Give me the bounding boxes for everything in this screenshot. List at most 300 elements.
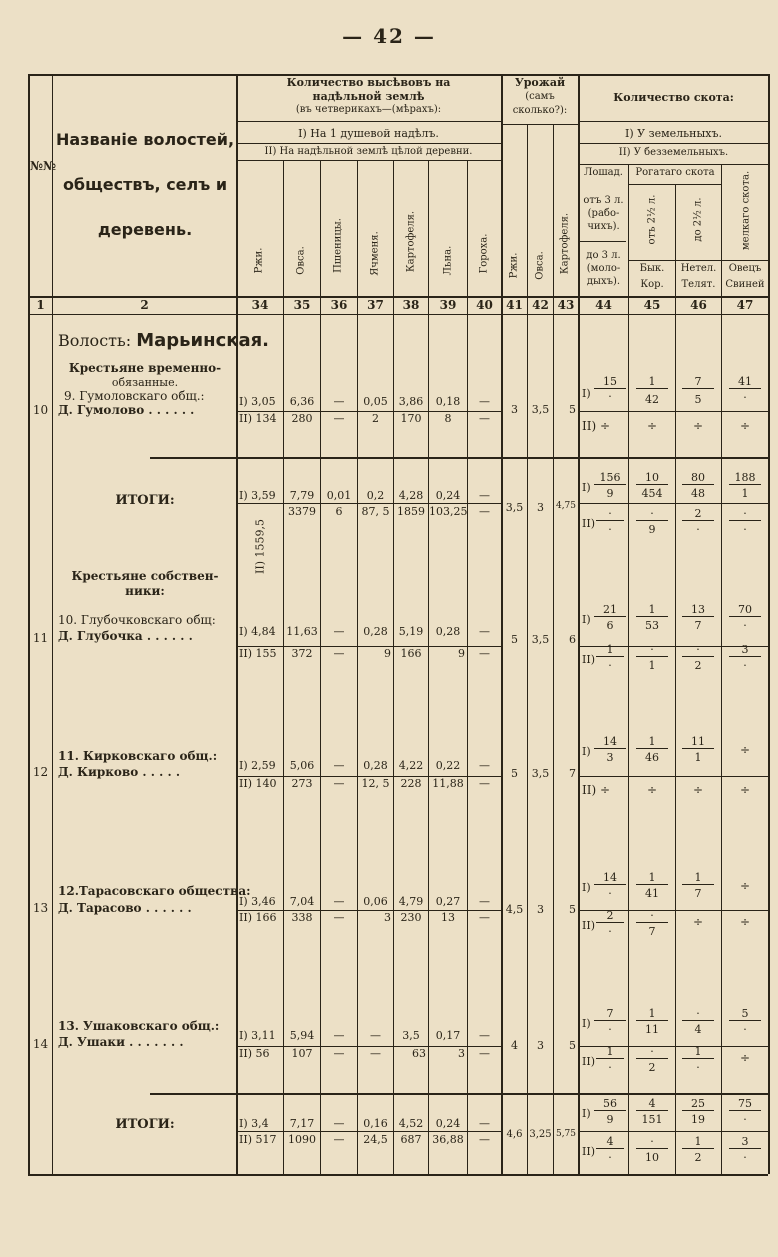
rule-sown-sub1: [236, 143, 501, 144]
cell-peas-total: —: [479, 505, 490, 518]
cell-peas-total: —: [479, 412, 490, 425]
cattle-heifers: 13: [682, 604, 714, 617]
vline-c41: [527, 124, 528, 1174]
sown-col-potato: Картофеля.: [405, 210, 417, 273]
yield-oats: 3: [537, 1039, 544, 1052]
cattle-ii-horses-a: 1: [596, 644, 624, 657]
cattle-bulls: 1: [636, 604, 668, 617]
cell-potato-total: 687: [400, 1133, 422, 1146]
yield-title-2: (самъ: [525, 91, 555, 102]
cell-flax-total: 9: [458, 647, 465, 660]
cell-flax: 0,17: [435, 1029, 461, 1042]
cattle-ii-horses-b: ·: [608, 659, 612, 672]
cell-flax-total: 3: [458, 1047, 465, 1060]
cell-peas: —: [479, 1117, 490, 1130]
cattle-ii-bulls: ·: [636, 508, 668, 521]
cell-rye-total: II) 155: [239, 647, 277, 660]
cattle-calves: 7: [694, 887, 702, 900]
cattle-horses-a: 15: [594, 376, 626, 389]
vline-c34: [283, 160, 284, 1174]
cattle-ii-3: ÷: [692, 419, 704, 433]
cell-rye: I) 3,05: [239, 395, 276, 408]
colnum-2: 2: [140, 298, 149, 312]
cattle-bulls: 4: [636, 1098, 668, 1111]
cattle-ii-pigs: ·: [743, 659, 747, 672]
cell-potato-total: 228: [400, 777, 422, 790]
row-name-1: 9. Гумоловскаго общ.:: [64, 389, 205, 403]
colnum-34: 34: [251, 298, 269, 312]
totals2-top-rule: [150, 1093, 768, 1095]
cattle-pigs: ·: [743, 619, 747, 632]
rule-sown-sub2: [236, 160, 501, 161]
row-number: 13: [32, 901, 49, 915]
cattle-horses-a: 21: [594, 604, 626, 617]
volost-label: [58, 332, 269, 351]
totals-label-1: ИТОГИ:: [115, 493, 175, 508]
horses-b-1: до 3 л.: [586, 250, 621, 261]
yield-rye: 4: [511, 1039, 518, 1052]
row10-mid-rule: [237, 411, 501, 412]
totals2-mid-rule: [237, 1131, 501, 1132]
cattle-sheep: ÷: [739, 743, 751, 757]
cattle-ii-2: ÷: [646, 783, 658, 797]
yield-potato: 7: [569, 767, 576, 780]
cattle-ii-cows: 9: [648, 523, 656, 536]
vline-c38: [428, 160, 429, 1174]
cattle-cows: 42: [645, 393, 659, 406]
cell-flax-total: 103,25: [429, 505, 468, 518]
cattle-ii-horses-b: ·: [608, 523, 612, 536]
yield-title-3: сколько?):: [512, 105, 568, 116]
cattle-horses-a: 7: [594, 1008, 626, 1021]
yield-oats: 3,5: [531, 633, 550, 646]
yield-potato: 5: [569, 1039, 576, 1052]
cattle-ii-calves: 2: [694, 659, 702, 672]
yield-oats: 3,5: [531, 767, 550, 780]
cell-barley-total: —: [370, 1047, 381, 1060]
cell-wheat-total: —: [333, 1133, 345, 1146]
cattle-calves: 48: [691, 487, 705, 500]
cattle-bulls: 1: [636, 376, 668, 389]
cattle-ii-marker: II): [582, 653, 595, 666]
cell-wheat-total: —: [333, 777, 345, 790]
yield-potato: 5,75: [555, 1129, 577, 1139]
cattle-sheep: ÷: [739, 879, 751, 893]
table-left-border: [28, 74, 30, 1174]
cattle-ii-horses-b: ·: [608, 1061, 612, 1074]
cell-barley: 0,16: [363, 1117, 388, 1130]
horses-a-2: (рабо-: [587, 208, 620, 219]
cell-rye-total: II) 56: [239, 1047, 270, 1060]
cattle-ii-pigs: ·: [743, 523, 747, 536]
cell-flax-total: 13: [441, 911, 455, 924]
cattle-i-marker: I): [582, 1017, 591, 1030]
rule-yield-title: [501, 124, 578, 125]
cattle-ii-horses-b: ·: [608, 1151, 612, 1164]
row-number: 10: [32, 403, 49, 417]
yield-col-rye: Ржи.: [508, 252, 520, 279]
cell-rye: I) 3,59: [239, 489, 276, 502]
cattle-cows: 151: [641, 1113, 663, 1126]
cell-oats: 6,36: [289, 395, 315, 408]
label-cows: Кор.: [640, 279, 664, 290]
colnum-38: 38: [402, 298, 420, 312]
row13-mid-rule: [237, 910, 501, 911]
row-name-1: 12.Тарасовскаго общества:: [58, 884, 251, 898]
rule-cattle-sub1: [578, 143, 768, 144]
cattle-i-marker: I): [582, 613, 591, 626]
cell-potato: 4,22: [398, 759, 424, 772]
cell-barley: 0,06: [363, 895, 388, 908]
cattle-sheep: 41: [729, 376, 761, 389]
cattle-ii-horses-a: 1: [596, 1046, 624, 1059]
row-name-1: 10. Глубочковскаго общ:: [58, 613, 216, 627]
cell-barley-total: 2: [372, 412, 379, 425]
totals1-cattle-mid-rule: [579, 503, 768, 504]
cell-peas-total: —: [479, 777, 490, 790]
cattle-horses-b: ·: [608, 1023, 612, 1036]
cell-oats: 7,79: [289, 489, 315, 502]
row-name-2: Д. Гумолово . . . . . .: [58, 403, 195, 417]
cell-barley: —: [370, 1029, 381, 1042]
cattle-ii-pigs: ·: [743, 1151, 747, 1164]
row-name-1: 13. Ушаковскаго общ.:: [58, 1019, 220, 1033]
colnum-41: 41: [506, 298, 523, 312]
cattle-ii-3: ÷: [692, 783, 704, 797]
cattle-horses-a: 14: [594, 736, 626, 749]
cattle-cows: 454: [641, 487, 663, 500]
row-name-2: Д. Ушаки . . . . . . .: [58, 1035, 184, 1049]
cattle-ii-marker: II): [582, 517, 595, 530]
cell-rye: I) 3,4: [239, 1117, 269, 1130]
colnum-1: 1: [36, 298, 45, 312]
horned-a: отъ 2½ л.: [646, 194, 658, 245]
sown-sub2: II) На надѣльной землѣ цѣлой деревни.: [264, 146, 473, 157]
cell-flax-total: 8: [444, 412, 452, 425]
totals-label-2: ИТОГИ:: [115, 1117, 175, 1132]
cell-rye-total: II) 140: [239, 777, 277, 790]
label-pigs: Свиней: [725, 279, 765, 290]
section1-line1: Крестьяне временно-: [68, 361, 222, 375]
cell-flax: 0,27: [435, 895, 461, 908]
cattle-ii-heifers: 1: [682, 1136, 714, 1149]
yield-oats: 3: [537, 501, 544, 514]
cattle-sheep: 188: [729, 472, 761, 485]
cattle-ii-4: ÷: [739, 783, 751, 797]
colnum-39: 39: [439, 298, 457, 312]
colnum-37: 37: [367, 298, 384, 312]
yield-oats: 3: [537, 903, 544, 916]
vline-yield-end: [578, 74, 580, 1174]
table-right-border: [768, 74, 770, 1174]
cell-rye-total: II) 517: [239, 1133, 277, 1146]
row10-cattle-mid-rule: [579, 411, 768, 412]
cattle-horses-a: 14: [594, 872, 626, 885]
rule-horses: [580, 241, 626, 242]
cattle-ii-calves: ·: [696, 1061, 700, 1074]
colnum-45: 45: [643, 298, 661, 312]
cell-peas: —: [479, 759, 490, 772]
cell-barley-total: 12, 5: [361, 777, 390, 790]
yield-title-1: Урожай: [514, 76, 566, 89]
sown-title-2: надѣльной землѣ: [312, 90, 425, 103]
cattle-title: Количество скота:: [613, 91, 734, 104]
cattle-ii-heifers: ·: [682, 644, 714, 657]
cattle-ii-sheep: 3: [729, 1136, 761, 1149]
totals1-mid-rule: [237, 503, 501, 504]
cell-oats-total: 1090: [288, 1133, 316, 1146]
cell-rye: I) 3,46: [239, 895, 276, 908]
rule-cattle-title: [578, 121, 768, 122]
cattle-ii-bulls: ·: [636, 910, 668, 923]
cell-barley-total: 3: [384, 911, 391, 924]
volost-name: Марьинская.: [136, 330, 270, 351]
horses-label: Лошад.: [584, 167, 623, 178]
cattle-ii-cows: 10: [645, 1151, 659, 1164]
cell-barley: 0,05: [363, 395, 388, 408]
cattle-sub2: II) У безземельныхъ.: [618, 147, 729, 158]
cattle-ii-horses-b: ·: [608, 925, 612, 938]
cattle-ii-horses-a: 2: [596, 910, 624, 923]
cattle-horses-a: 56: [594, 1098, 626, 1111]
cell-wheat-total: —: [333, 647, 345, 660]
cell-barley: 0,2: [366, 489, 385, 502]
cattle-ii-sheep: ÷: [739, 915, 751, 929]
cell-wheat: —: [333, 395, 345, 408]
cell-rye-total: II) 134: [239, 412, 277, 425]
row12-cattle-mid-rule: [579, 776, 768, 777]
cattle-cows: 41: [645, 887, 659, 900]
yield-potato: 6: [569, 633, 576, 646]
cattle-ii-sheep: 3: [729, 644, 761, 657]
sown-sub1: I) На 1 душевой надѣлъ.: [298, 127, 439, 140]
sown-title-1: Количество высѣвовъ на: [286, 76, 451, 89]
sown-col-barley: Ячменя.: [369, 231, 381, 276]
cattle-ii-sheep: ÷: [739, 1051, 751, 1065]
vline-c39: [467, 160, 468, 1174]
cattle-horses-b: 9: [606, 1113, 614, 1126]
cattle-calves: 19: [691, 1113, 705, 1126]
cell-peas: —: [479, 895, 490, 908]
cell-peas: —: [479, 489, 490, 502]
cell-barley-total: 9: [384, 647, 391, 660]
cattle-ii-heifers: 2: [682, 508, 714, 521]
cell-flax: 0,28: [435, 625, 461, 638]
cattle-sheep: 70: [729, 604, 761, 617]
cell-peas: —: [479, 395, 490, 408]
vline-num: [52, 74, 53, 1174]
cattle-cows: 46: [645, 751, 659, 764]
cell-wheat: —: [333, 625, 345, 638]
cell-peas-total: —: [479, 647, 490, 660]
cattle-ii-heifers: ÷: [692, 915, 704, 929]
col-number-rule: [28, 314, 768, 315]
cell-potato-total: 63: [412, 1047, 426, 1060]
sown-col-peas: Гороха.: [478, 233, 490, 274]
horned-b: до 2½ л.: [692, 197, 704, 242]
cell-oats: 7,17: [289, 1117, 315, 1130]
sown-col-wheat: Пшеницы.: [332, 218, 344, 273]
section1-line2: обязанные.: [111, 376, 179, 389]
yield-rye: 5: [511, 767, 518, 780]
row-number: 12: [32, 765, 49, 779]
cattle-ii-horses-a: ·: [596, 508, 624, 521]
cell-oats-total: 107: [291, 1047, 313, 1060]
cattle-i-marker: I): [582, 1107, 591, 1120]
cattle-heifers: 11: [682, 736, 714, 749]
title-line-3: деревень.: [97, 220, 193, 239]
cattle-ii-1: II) ÷: [582, 783, 611, 797]
cattle-heifers: 25: [682, 1098, 714, 1111]
cattle-pigs: ·: [743, 391, 747, 404]
cell-flax: 0,18: [435, 395, 461, 408]
colnum-47: 47: [736, 298, 754, 312]
cattle-cows: 11: [645, 1023, 659, 1036]
vline-name: [236, 74, 238, 1174]
cattle-ii-marker: II): [582, 1145, 595, 1158]
sown-col-flax: Льна.: [442, 245, 454, 276]
cell-potato: 3,86: [398, 395, 424, 408]
vline-c42: [553, 124, 554, 1174]
cattle-horses-b: ·: [608, 390, 612, 403]
rule-cattle-sub2: [578, 164, 768, 165]
cell-peas: —: [479, 625, 490, 638]
vline-c36: [357, 160, 358, 1174]
cattle-heifers: 80: [682, 472, 714, 485]
cell-oats-total: 280: [291, 412, 313, 425]
cell-potato: 4,52: [398, 1117, 424, 1130]
cattle-ii-marker: II): [582, 919, 595, 932]
cell-potato: 4,28: [398, 489, 424, 502]
colnum-44: 44: [595, 298, 612, 312]
cell-potato: 4,79: [398, 895, 424, 908]
cell-wheat: —: [333, 895, 345, 908]
cattle-bulls: 1: [636, 872, 668, 885]
cell-barley-total: 87, 5: [361, 505, 390, 518]
cattle-ii-sheep: ·: [729, 508, 761, 521]
row-name-2: Д. Глубочка . . . . . .: [58, 629, 193, 643]
cell-peas-total: —: [479, 911, 490, 924]
cattle-pigs: ·: [743, 1113, 747, 1126]
vline-c37: [393, 160, 394, 1174]
vline-sown-end: [501, 74, 503, 1174]
horses-b-2: (моло-: [586, 263, 621, 274]
cell-peas: —: [479, 1029, 490, 1042]
colnum-43: 43: [557, 298, 575, 312]
cattle-ii-4: ÷: [739, 419, 751, 433]
cell-wheat-total: —: [333, 911, 345, 924]
cell-potato: 3,5: [402, 1029, 420, 1042]
vline-c35: [320, 160, 321, 1174]
cell-barley: 0,28: [363, 759, 388, 772]
yield-oats: 3,5: [531, 403, 550, 416]
volost-word: Волость:: [58, 331, 132, 350]
cell-oats: 5,06: [289, 759, 315, 772]
cattle-horses-b: 9: [606, 487, 614, 500]
yield-rye: 5: [511, 633, 518, 646]
yield-oats: 3,25: [529, 1129, 552, 1140]
row-name-1: 11. Кирковскаго общ.:: [58, 749, 218, 763]
cell-rye: I) 2,59: [239, 759, 276, 772]
title-line-2: обществъ, селъ и: [62, 175, 228, 194]
cell-wheat: —: [333, 1117, 345, 1130]
colnum-42: 42: [532, 298, 549, 312]
cattle-ii-calves: 2: [694, 1151, 702, 1164]
cell-potato-total: 166: [400, 647, 422, 660]
horses-b-3: дыхъ).: [586, 276, 621, 287]
cell-wheat: —: [333, 1029, 345, 1042]
cell-potato-total: 1859: [397, 505, 425, 518]
cell-wheat-total: 6: [335, 505, 343, 518]
cattle-sub1: I) У земельныхъ.: [625, 127, 722, 140]
cattle-ii-1: II) ÷: [582, 419, 611, 433]
colnum-46: 46: [690, 298, 707, 312]
cattle-ii-cows: 1: [648, 659, 656, 672]
cell-oats: 5,94: [289, 1029, 315, 1042]
cell-peas-total: —: [479, 1047, 490, 1060]
cell-flax: 0,24: [435, 1117, 461, 1130]
cattle-pigs: 1: [741, 487, 749, 500]
table-bottom-rule: [28, 1174, 768, 1176]
cattle-i-marker: I): [582, 481, 591, 494]
cell-wheat: —: [333, 759, 345, 772]
yield-col-potato: Картофеля.: [559, 212, 571, 275]
cattle-ii-cows: 7: [648, 925, 656, 938]
cell-oats-total: 338: [291, 911, 313, 924]
cell-rye: I) 3,11: [239, 1029, 276, 1042]
title-line-1: Названіе волостей,: [55, 130, 235, 149]
cell-peas-total: —: [479, 1133, 490, 1146]
cell-barley-total: 24,5: [363, 1133, 388, 1146]
cell-rye-total-vertical: II) 1559,5: [253, 519, 267, 574]
cell-flax: 0,22: [435, 759, 461, 772]
cattle-ii-bulls: ·: [636, 644, 668, 657]
cell-potato-total: 170: [400, 412, 422, 425]
cattle-calves: 5: [694, 393, 702, 406]
cattle-ii-bulls: ·: [636, 1136, 668, 1149]
cattle-bulls: 1: [636, 1008, 668, 1021]
cattle-bulls: 1: [636, 736, 668, 749]
row-name-2: Д. Кирково . . . . .: [58, 765, 181, 779]
cattle-sheep: 5: [729, 1008, 761, 1021]
row-number: 11: [32, 631, 49, 645]
yield-potato: 5: [569, 903, 576, 916]
horned-label: Рогатаго скота: [635, 167, 715, 178]
cell-potato-total: 230: [400, 911, 422, 924]
sown-col-rye: Ржи.: [253, 247, 265, 274]
cell-oats-total: 273: [291, 777, 313, 790]
sown-col-oats: Овса.: [295, 246, 307, 275]
colnum-36: 36: [330, 298, 348, 312]
vline-c44: [628, 164, 629, 1174]
colnum-40: 40: [476, 298, 493, 312]
label-sheep: Овецъ: [728, 263, 762, 274]
cell-barley: 0,28: [363, 625, 388, 638]
yield-col-oats: Овса.: [534, 251, 546, 280]
cell-oats: 11,63: [286, 625, 318, 638]
rule-horned: [628, 184, 721, 185]
cattle-heifers: 1: [682, 872, 714, 885]
stub-mark: №№: [30, 159, 57, 173]
cattle-i-marker: I): [582, 881, 591, 894]
cattle-bulls: 10: [636, 472, 668, 485]
cattle-ii-horses-a: 4: [596, 1136, 624, 1149]
page-number: — 42 —: [342, 24, 436, 48]
yield-rye: 4,5: [505, 903, 524, 916]
cell-rye-total: II) 166: [239, 911, 277, 924]
cell-wheat-total: —: [333, 1047, 345, 1060]
cattle-ii-bulls: ·: [636, 1046, 668, 1059]
